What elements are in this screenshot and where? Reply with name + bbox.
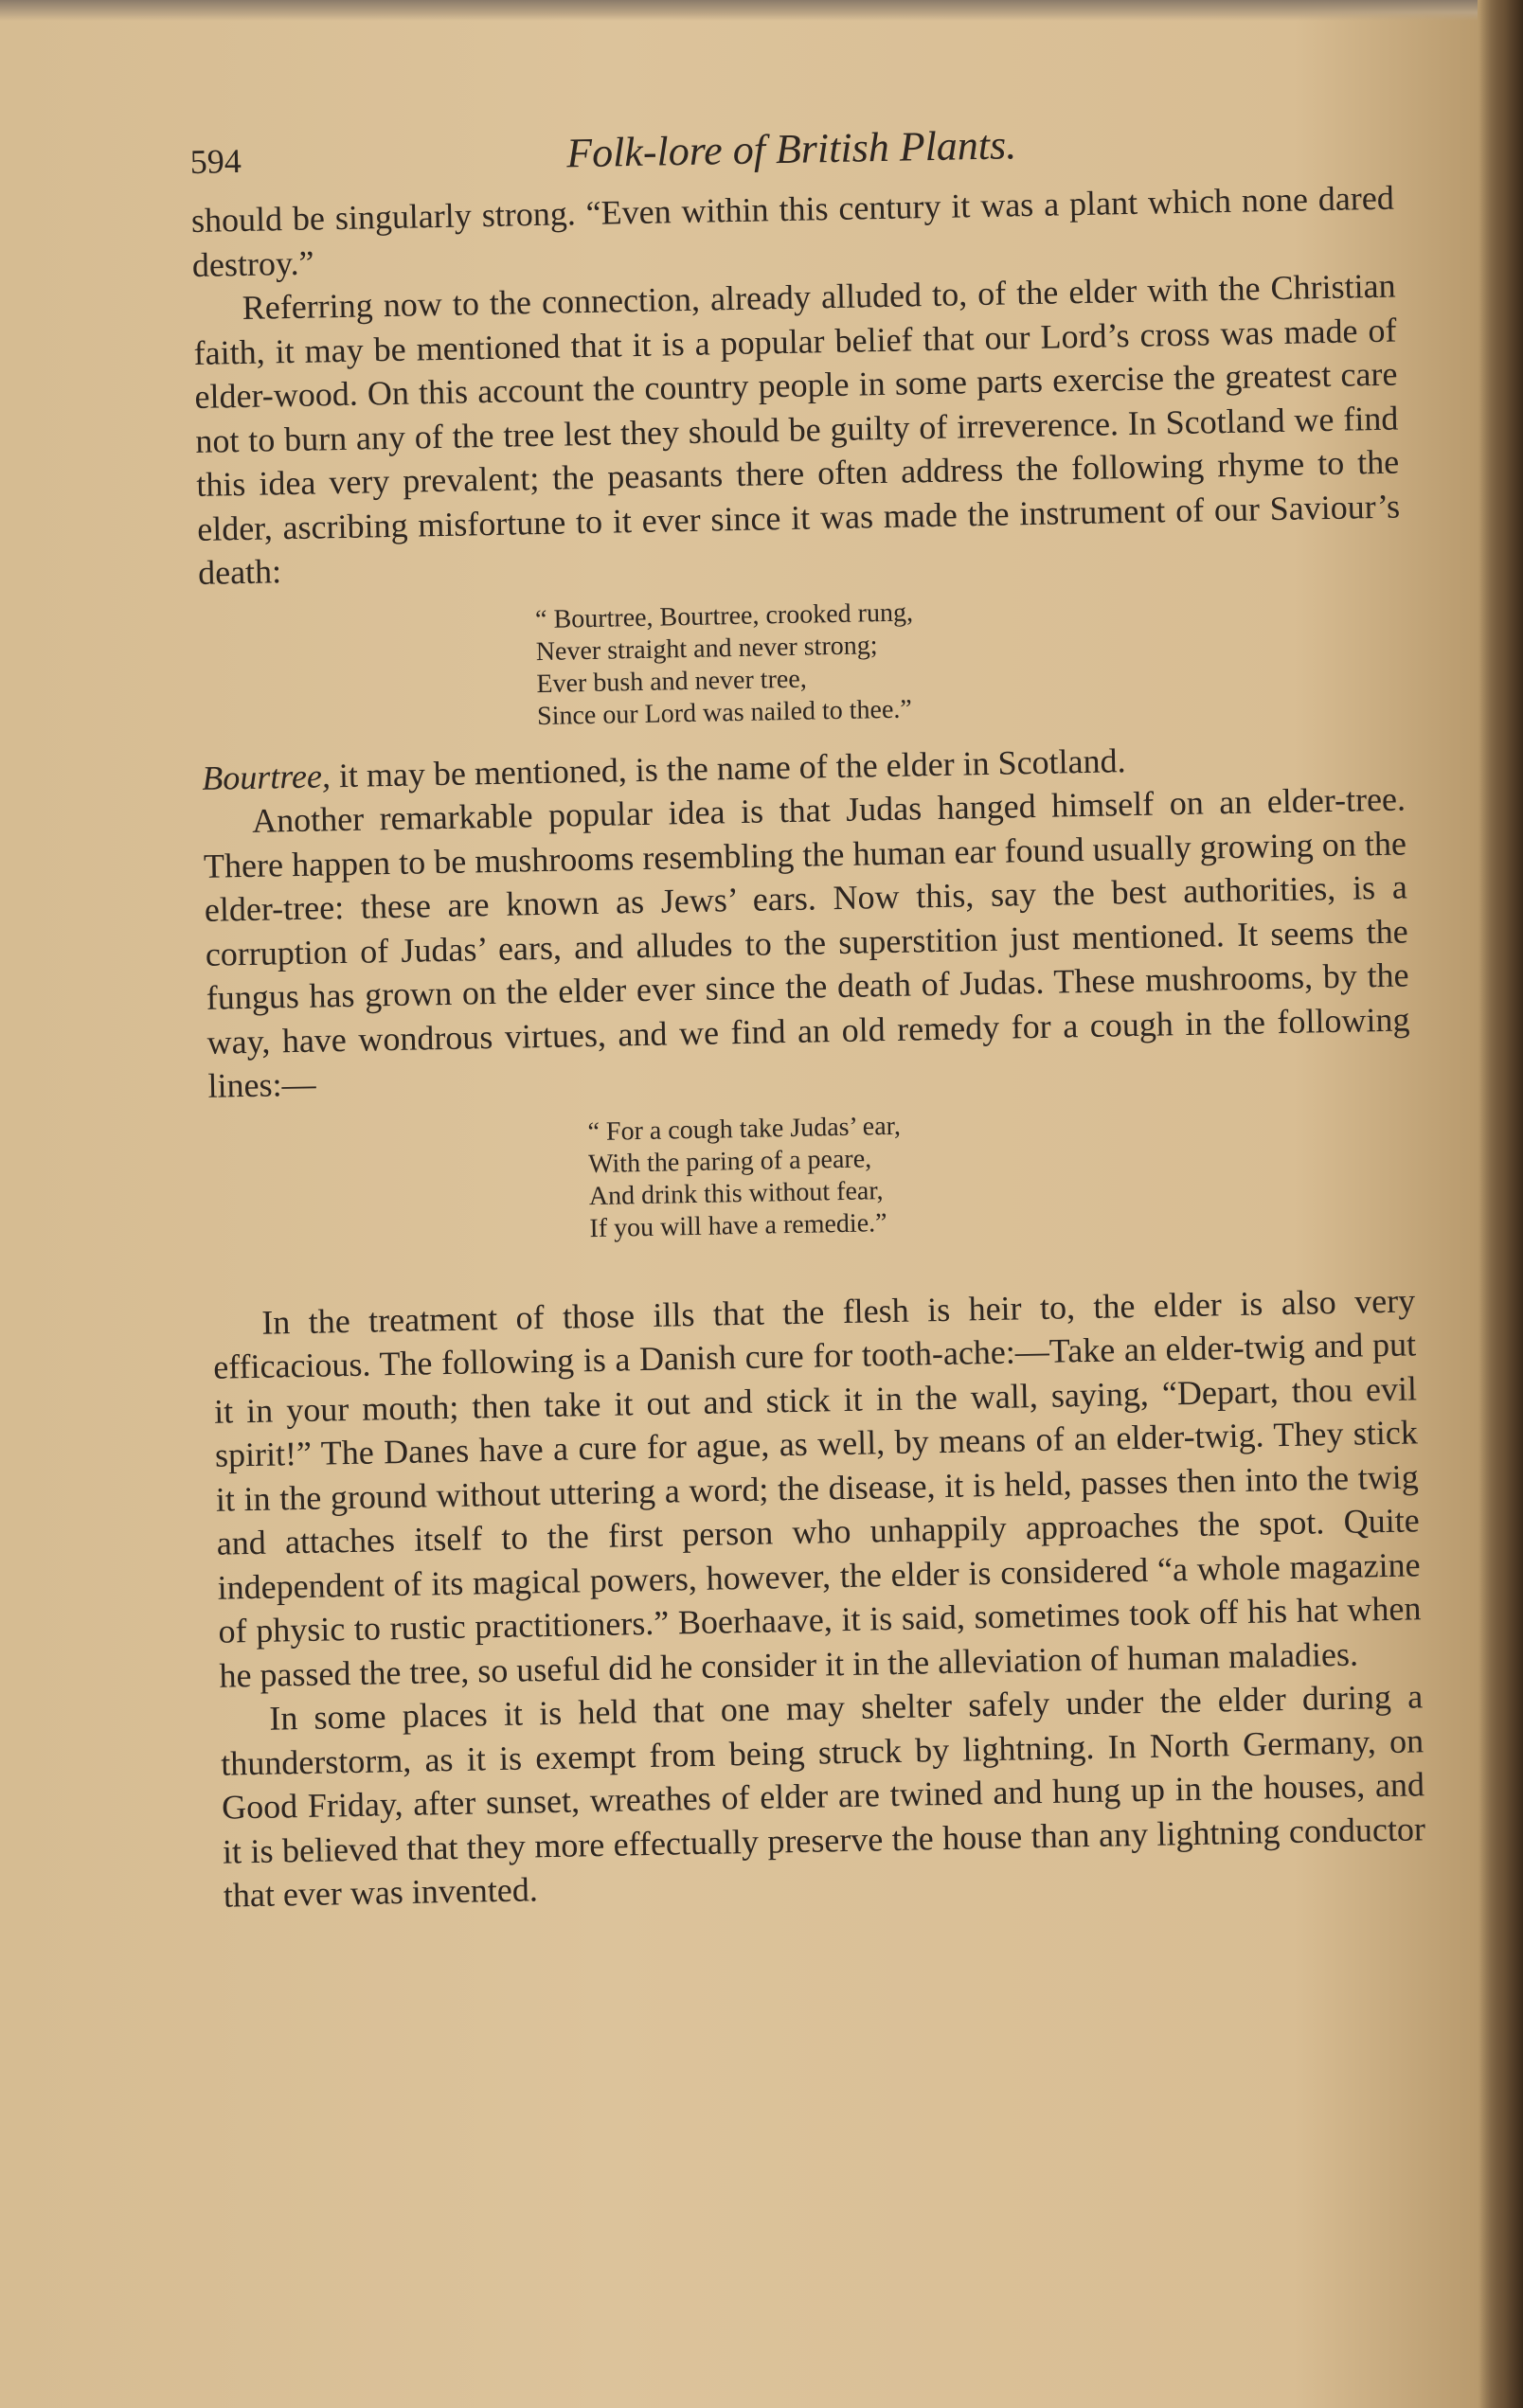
paragraph-1: should be singularly strong. “Even within this century it was a plant which none dared destroy.” (190, 178, 1395, 284)
verse-line: Never straight and never strong; (535, 630, 878, 667)
paragraph-5: In the treatment of those ills that the flesh is heir to, the elder is also very efficacious. The following is a Danish cure for tooth-ache:—Take an elder-twig and put it in your mouth; then take it out and stick it in the wall, saying, “Depart, thou evil spirit!” The Danes have a cure for ague, as well, by means of an elder-twig. They stick it in the ground without uttering a word; the disease, it is held, passes then into the twig and attaches itself to the first person who unhappily approaches the spot. Quite independent of its magical powers, however, the elder is considered “a whole magazine of physic to rustic practitioners.” Boerhaave, it is said, sometimes took off his hat when he passed the tree, so useful did he consider it in the alleviation of human maladies. (212, 1280, 1422, 1695)
running-title: Folk-lore of British Plants. (565, 121, 1017, 177)
verse-line: “ For a cough take Judas’ ear, (587, 1111, 902, 1147)
paragraph-3-text: it may be mentioned, is the name of the elder in Scotland. (330, 740, 1126, 794)
bourtree-term: Bourtree, (201, 756, 331, 797)
verse-line: With the paring of a peare, (587, 1143, 872, 1179)
verse-line: And drink this without fear, (588, 1175, 884, 1211)
verse-bourtree (199, 587, 1404, 739)
page-binding-shadow (1479, 0, 1523, 2408)
paragraph-6: In some places it is held that one may shelter safely under the elder during a thunderstorm, as it is exempt from being struck by lightning. In North Germany, on Good Friday, after sunset, wreathes of elder are twined and hung up in the houses, and it is believed that they more effectually preserve the house than any lightning conductor that ever was invented. (220, 1677, 1426, 1915)
page-top-edge (0, 0, 1478, 21)
verse-line: Since our Lord was nailed to thee.” (536, 693, 913, 731)
paragraph-4: Another remarkable popular idea is that Judas hanged himself on an elder-tree. There happen to be mushrooms resembling the human ear found usually growing on the elder-tree: these are known as Jews’ ears. Now this, say the best authorities, is a corruption of Judas’ ears, and alludes to the superstition just mentioned. It seems the fungus has grown on the elder ever since the death of Judas. These mushrooms, by the way, have wondrous virtues, and we find an old remedy for a cough in the following lines:— (203, 779, 1410, 1105)
page-number: 594 (189, 141, 242, 181)
verse-cough-remedy (208, 1100, 1413, 1252)
paragraph-2: Referring now to the connection, already alluded to, of the elder with the Christian faith, it may be mentioned that it is a popular belief that our Lord’s cross was made of elder-wood. On this account the country people in some parts exercise the greatest care not to burn any of the tree lest they should be guilty of irreverence. In Scotland we find this idea very prevalent; the peasants there often address the following rhyme to the elder, ascribing misfortune to it ever since it was made the instrument of our Saviour’s death: (193, 266, 1401, 592)
verse-line: Ever bush and never tree, (536, 664, 808, 699)
verse-line: If you will have a remedie.” (589, 1207, 887, 1243)
verse-line: “ Bourtree, Bourtree, crooked rung, (534, 597, 914, 634)
page-content (189, 100, 1426, 1918)
